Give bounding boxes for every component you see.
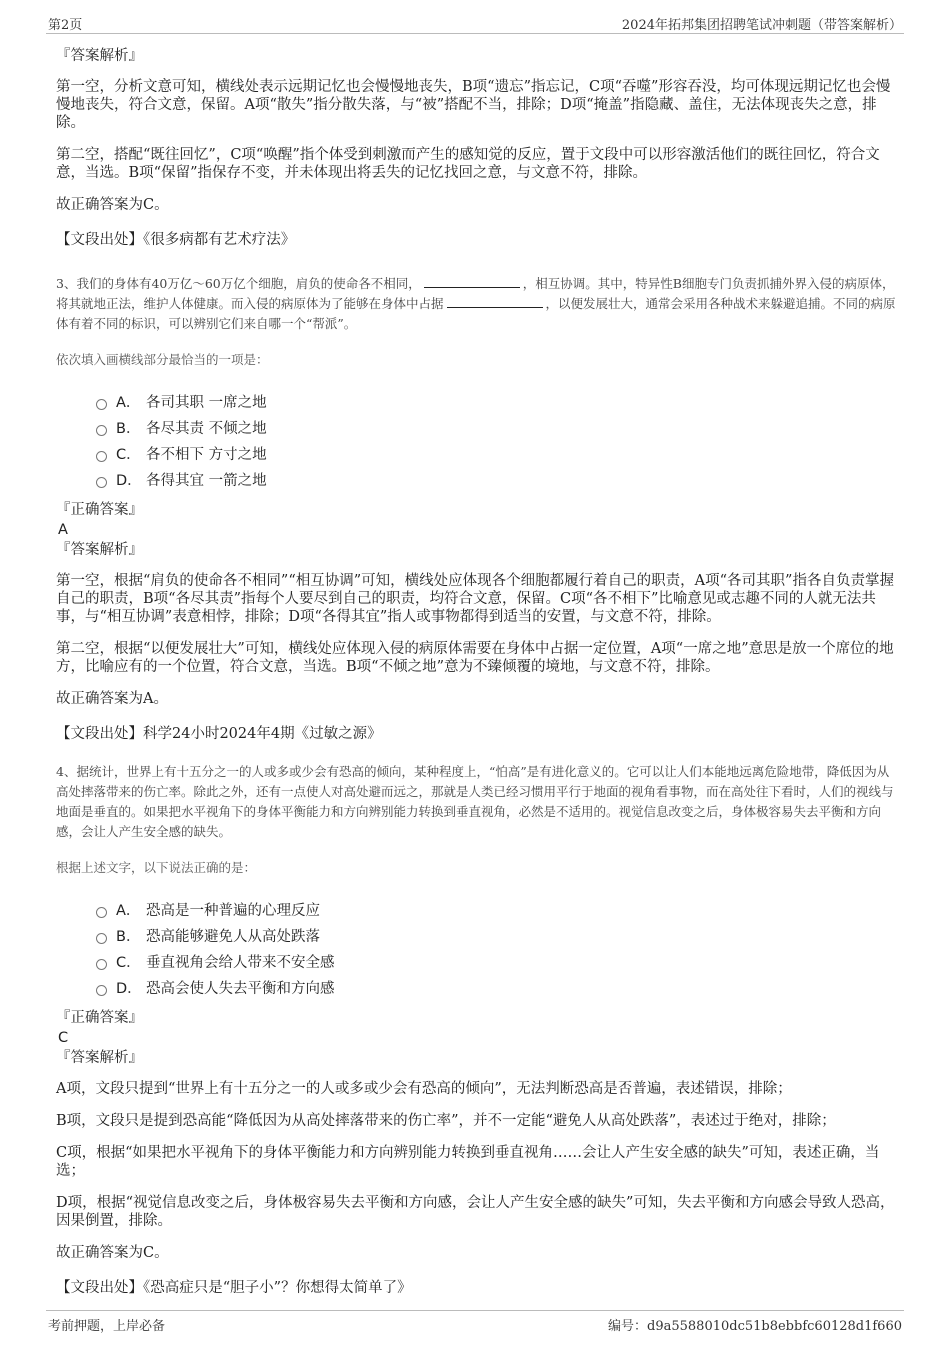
q3-conclusion: 故正确答案为A。: [56, 691, 168, 707]
option-text: 各尽其责 不倾之地: [146, 420, 267, 437]
q3-source: 【文段出处】科学24小时2024年4期《过敏之源》: [56, 726, 382, 742]
fill-blank-1: [424, 274, 520, 288]
option-text: 各不相下 方寸之地: [146, 446, 267, 463]
q4-analysis-paragraph: A项，文段只提到“世界上有十五分之一的人或多或少会有恐高的倾向”，无法判断恐高是否普遍，表述错误，排除；: [56, 1081, 792, 1097]
option-text: 恐高会使人失去平衡和方向感: [146, 980, 335, 997]
q4-stem: 4、据统计，世界上有十五分之一的人或多或少会有恐高的倾向，某种程度上，“怕高”是有进化意义的。它可以让人们本能地远离危险地带，降低因为从高处摔落带来的伤亡率。除此之外，还有一点使人对高处避而远之，那就是人类已经习惯用平行于地面的视角看事物，而在高处往下看时，人们的视线与地面是垂直的。如果把水平视角下的身体平衡能力和方向辨别能力转换到垂直视角，必然是不适用的。视觉信息改变之后，身体极容易失去平衡和方向感，会让人产生安全感的缺失。: [56, 764, 894, 839]
option-text: 垂直视角会给人带来不安全感: [146, 954, 335, 971]
option-text: 各司其职 一席之地: [146, 394, 267, 411]
page-footer: [46, 1310, 904, 1336]
q4-options: [96, 896, 896, 1000]
q3-option-a[interactable]: A． 各司其职 一席之地: [96, 388, 896, 414]
radio-icon[interactable]: [96, 451, 107, 462]
q3-prompt: 依次填入画横线部分最恰当的一项是：: [56, 352, 269, 367]
q4-option-b[interactable]: B． 恐高能够避免人从高处跌落: [96, 922, 896, 948]
radio-icon[interactable]: [96, 425, 107, 436]
q3-option-c[interactable]: C． 各不相下 方寸之地: [96, 440, 896, 466]
q4-analysis-paragraph: B项，文段只是提到恐高能“降低因为从高处摔落带来的伤亡率”，并不一定能“避免人从高处跌落”，表述过于绝对，排除；: [56, 1113, 836, 1129]
q4-analysis-paragraph: C项，根据“如果把水平视角下的身体平衡能力和方向辨别能力转换到垂直视角……会让人产生安全感的缺失”可知，表述正确，当选；: [56, 1145, 880, 1179]
page-header: [46, 14, 904, 34]
q4-prompt: 根据上述文字，以下说法正确的是：: [56, 860, 257, 875]
document-code: 编号：d9a5588010dc51b8ebbfc60128d1f660: [608, 1319, 902, 1334]
document-title: 2024年拓邦集团招聘笔试冲刺题（带答案解析）: [621, 18, 902, 33]
page-number: 第2页: [48, 18, 83, 33]
q4-option-a[interactable]: A． 恐高是一种普遍的心理反应: [96, 896, 896, 922]
q4-analysis-label: 『答案解析』: [56, 1050, 143, 1066]
q4-option-d[interactable]: D． 恐高会使人失去平衡和方向感: [96, 974, 896, 1000]
q4-option-c[interactable]: C． 垂直视角会给人带来不安全感: [96, 948, 896, 974]
q4-conclusion: 故正确答案为C。: [56, 1245, 169, 1261]
radio-icon[interactable]: [96, 399, 107, 410]
q4-correct-label: 『正确答案』: [56, 1010, 143, 1026]
radio-icon[interactable]: [96, 959, 107, 970]
radio-icon[interactable]: [96, 477, 107, 488]
q3-analysis-paragraph: 第一空，根据“肩负的使命各不相同”“相互协调”可知，横线处应体现各个细胞都履行着自己的职责，A项“各司其职”指各自负责掌握自己的职责，B项“各尽其责”指每个人要尽到自己的职责，均符合文意，保留。C项“各不相下”比喻意见或志趣不同的人就无法共事，与“相互协调”表意相悖，排除；D项“各得其宜”指人或事物都得到适当的安置，与文意不符，排除。: [56, 573, 894, 625]
q2-analysis-paragraph: 第一空，分析文意可知，横线处表示远期记忆也会慢慢地丧失，B项“遗忘”指忘记，C项“吞噬”形容吞没，均可体现远期记忆也会慢慢地丧失，符合文意，保留。A项“散失”指分散失落，与“被”搭配不当，排除；D项“掩盖”指隐藏、盖住，无法体现丧失之意，排除。: [56, 79, 891, 131]
q2-source: 【文段出处】《很多病都有艺术疗法》: [56, 232, 296, 248]
option-text: 恐高是一种普遍的心理反应: [146, 902, 320, 919]
q3-option-d[interactable]: D． 各得其宜 一箭之地: [96, 466, 896, 492]
q2-conclusion: 故正确答案为C。: [56, 197, 169, 213]
q3-correct-label: 『正确答案』: [56, 502, 143, 518]
q3-correct-answer: A: [58, 522, 68, 538]
q3-options: [96, 388, 896, 492]
q3-stem: 3、我们的身体有40万亿～60万亿个细胞，肩负的使命各不相同， ，相互协调。其中，特异性B细胞专门负责抓捕外界入侵的病原体，将其就地正法，维护人体健康。而入侵的病原体为了能够在身体中占据 ，以便发展壮大，通常会采用各种战术来躲避追捕。不同的病原体有着不同的标识，可以辨别它们来自哪一个“帮派”。: [56, 276, 896, 331]
option-text: 各得其宜 一箭之地: [146, 472, 267, 489]
radio-icon[interactable]: [96, 985, 107, 996]
footer-slogan: 考前押题，上岸必备: [48, 1319, 166, 1334]
option-text: 恐高能够避免人从高处跌落: [146, 928, 320, 945]
q4-analysis-paragraph: D项，根据“视觉信息改变之后，身体极容易失去平衡和方向感，会让人产生安全感的缺失”可知，失去平衡和方向感会导致人恐高，因果倒置，排除。: [56, 1195, 895, 1229]
document-body: [56, 46, 896, 1298]
radio-icon[interactable]: [96, 933, 107, 944]
q3-analysis-paragraph: 第二空，根据“以便发展壮大”可知，横线处应体现入侵的病原体需要在身体中占据一定位置，A项“一席之地”意思是放一个席位的地方，比喻应有的一个位置，符合文意，当选。B项“不倾之地”意为不臻倾覆的境地，与文意不符，排除。: [56, 641, 894, 675]
q3-analysis-label: 『答案解析』: [56, 542, 143, 558]
q4-source: 【文段出处】《恐高症只是“胆子小”？你想得太简单了》: [56, 1280, 412, 1296]
q2-analysis-label: 『答案解析』: [56, 48, 143, 64]
radio-icon[interactable]: [96, 907, 107, 918]
q2-analysis-paragraph: 第二空，搭配“既往回忆”，C项“唤醒”指个体受到刺激而产生的感知觉的反应，置于文段中可以形容激活他们的既往回忆，符合文意，当选。B项“保留”指保存不变，并未体现出将丢失的记忆找回之意，与文意不符，排除。: [56, 147, 880, 181]
q4-correct-answer: C: [58, 1030, 69, 1046]
fill-blank-2: [447, 294, 543, 308]
q3-option-b[interactable]: B． 各尽其责 不倾之地: [96, 414, 896, 440]
